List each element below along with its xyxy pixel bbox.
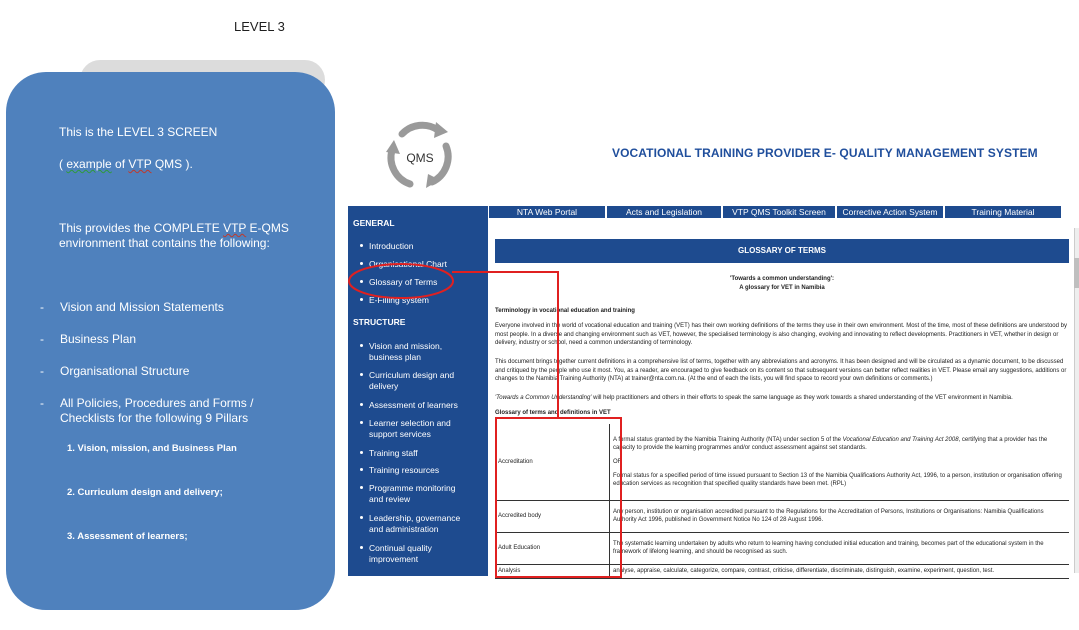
- term-cell: Analysis: [495, 564, 610, 578]
- sidebar-item-label: Assessment of learners: [369, 400, 458, 410]
- purpose-rest: will help practitioners and others in their efforts to speak the same language as they work towards a shared understanding of the VET environment in Namibia.: [591, 395, 1013, 401]
- bullet-item: All Policies, Procedures and Forms / Checklists for the following 9 Pillars: [60, 396, 254, 425]
- def-act: Vocational Education and Training Act 2008: [842, 436, 959, 443]
- sidebar-item-label: E-Filling system: [369, 295, 429, 305]
- glossary-header: GLOSSARY OF TERMS: [495, 239, 1069, 263]
- sidebar-section-general: GENERAL: [353, 218, 395, 228]
- sidebar-item-label: Glossary of Terms: [369, 277, 438, 287]
- tab-vtp-qms-toolkit[interactable]: VTP QMS Toolkit Screen: [723, 206, 837, 218]
- provides-pre: This provides the COMPLETE: [59, 221, 224, 235]
- term-cell: Accredited body: [495, 500, 610, 532]
- definition-cell: The systematic learning undertaken by adults who return to learning having concluded initial education and training, becomes part of the educational system in the framework of lifelong learning, and should be recognised as such.: [610, 532, 1070, 564]
- term-cell: Adult Education: [495, 532, 610, 564]
- definition-text: Formal status for a specified period of time issued pursuant to Section 13 of the Namibia Qualifications Authority Act, 1996, to a person, institution or organisation offering education services as recognition that specified quality standards have been met. (RPL): [613, 472, 1062, 487]
- line2-example: example: [66, 157, 112, 171]
- def-part: , certifying that a provider has the capacity to provide the learning programmes and/or conduct assessment against set standards.: [613, 436, 1048, 451]
- sidebar-section-structure: STRUCTURE: [353, 317, 406, 327]
- bullet-dash: -: [40, 396, 44, 410]
- sidebar-item-label: Curriculum design and delivery: [369, 370, 455, 391]
- bullet-dash: -: [40, 364, 44, 378]
- bullet-dash: -: [40, 300, 44, 314]
- sidebar-item-label: Introduction: [369, 241, 414, 251]
- section-heading: Terminology in vocational education and training: [495, 308, 635, 314]
- bullet-item: Business Plan: [60, 332, 137, 346]
- sidebar-item-label: Programme monitoring and review: [369, 483, 456, 504]
- highlight-ellipse: [349, 264, 453, 298]
- sidebar-item-label: Organisational Chart: [369, 259, 447, 269]
- line2-mid: of: [111, 157, 129, 171]
- sidebar-item-label: Vision and mission, business plan: [369, 341, 443, 362]
- sidebar-item-label: Training staff: [369, 448, 418, 458]
- quote-line-2: A glossary for VET in Namibia: [739, 284, 825, 291]
- pillar-item: 3. Assessment of learners;: [67, 531, 188, 542]
- line2-vtp: VTP: [128, 157, 152, 171]
- bullet-item: Organisational Structure: [60, 364, 190, 378]
- sidebar-item-label: Continual quality improvement: [369, 543, 432, 564]
- tab-training-material[interactable]: Training Material: [945, 206, 1061, 218]
- definition-cell: analyse, appraise, calculate, categorize, compare, contrast, criticise, differentiate, discriminate, distinguish, examine, experiment, question, test.: [610, 564, 1070, 578]
- purpose-title: 'Towards a Common Understanding': [495, 395, 592, 401]
- system-title: VOCATIONAL TRAINING PROVIDER E- QUALITY MANAGEMENT SYSTEM: [612, 146, 1038, 160]
- quote-line-1: 'Towards a common understanding':: [729, 276, 835, 282]
- tab-corrective-action[interactable]: Corrective Action System: [837, 206, 945, 218]
- level-title: LEVEL 3: [234, 19, 285, 34]
- provides-vtp: VTP: [223, 221, 247, 235]
- glossary-subheading: Glossary of terms and definitions in VET: [495, 410, 611, 416]
- line2-post: QMS ).: [151, 157, 193, 171]
- definition-or: OR: [613, 458, 622, 465]
- connector-line: [452, 272, 558, 418]
- intro-paragraph: Everyone involved in the world of vocational education and training (VET) has their own working definitions of the terms they use in their own environment. Most of the time, most of these definitions are understood by most people. In a diverse and changing environment such as VET, however, the specialised terminology is also changing, evolving and innovating to reflect developments. Practitioners in VET, whether in design or delivery, industry or school, need a common understanding of terminology.: [495, 323, 1067, 346]
- tab-nta-web-portal[interactable]: NTA Web Portal: [489, 206, 607, 218]
- sidebar-item-label: Training resources: [369, 465, 440, 475]
- logo-text: QMS: [406, 151, 434, 165]
- tab-acts-legislation[interactable]: Acts and Legislation: [607, 206, 723, 218]
- definition-cell: Any person, institution or organisation accredited pursuant to the Regulations for the Accreditation of Persons, Institutions or Organisations: Namibia Qualifications Authority Act 1996, published in Government Notice No 124 of 28 August 1996.: [610, 500, 1070, 532]
- def-part: A formal status granted by the Namibia Training Authority (NTA) under section 5 of the: [613, 436, 843, 443]
- bullet-item: Vision and Mission Statements: [60, 300, 224, 314]
- pillar-item: 2. Curriculum design and delivery;: [67, 487, 223, 498]
- sidebar-item-label: Leadership, governance and administration: [369, 513, 461, 534]
- sidebar-item-label: Learner selection and support services: [369, 418, 451, 439]
- card-line-1: This is the LEVEL 3 SCREEN: [59, 125, 218, 139]
- bullet-dash: -: [40, 332, 44, 346]
- highlight-box: [496, 418, 621, 577]
- pillar-item: 1. Vision, mission, and Business Plan: [67, 443, 237, 454]
- provides-post: E-QMS environment that contains the following:: [59, 221, 289, 250]
- document-paragraph: This document brings together current definitions in a comprehensive list of terms, together with any abbreviations and acronyms. It has been designed and will be circulated as a dynamic document, to be discussed and critiqued by the people who use it most. You, as a reader, are encouraged to give feedback on its content so that subsequent versions can better reflect realities in VET. Please email any suggestions, additions or changes to the Namibia Training Authority (NTA) at trainer@nta.com.na. (At the end of each the lists, you will find space to record your own definitions or comments.): [495, 359, 1067, 382]
- line2-pre: (: [59, 157, 67, 171]
- term-cell: Accreditation: [495, 424, 610, 500]
